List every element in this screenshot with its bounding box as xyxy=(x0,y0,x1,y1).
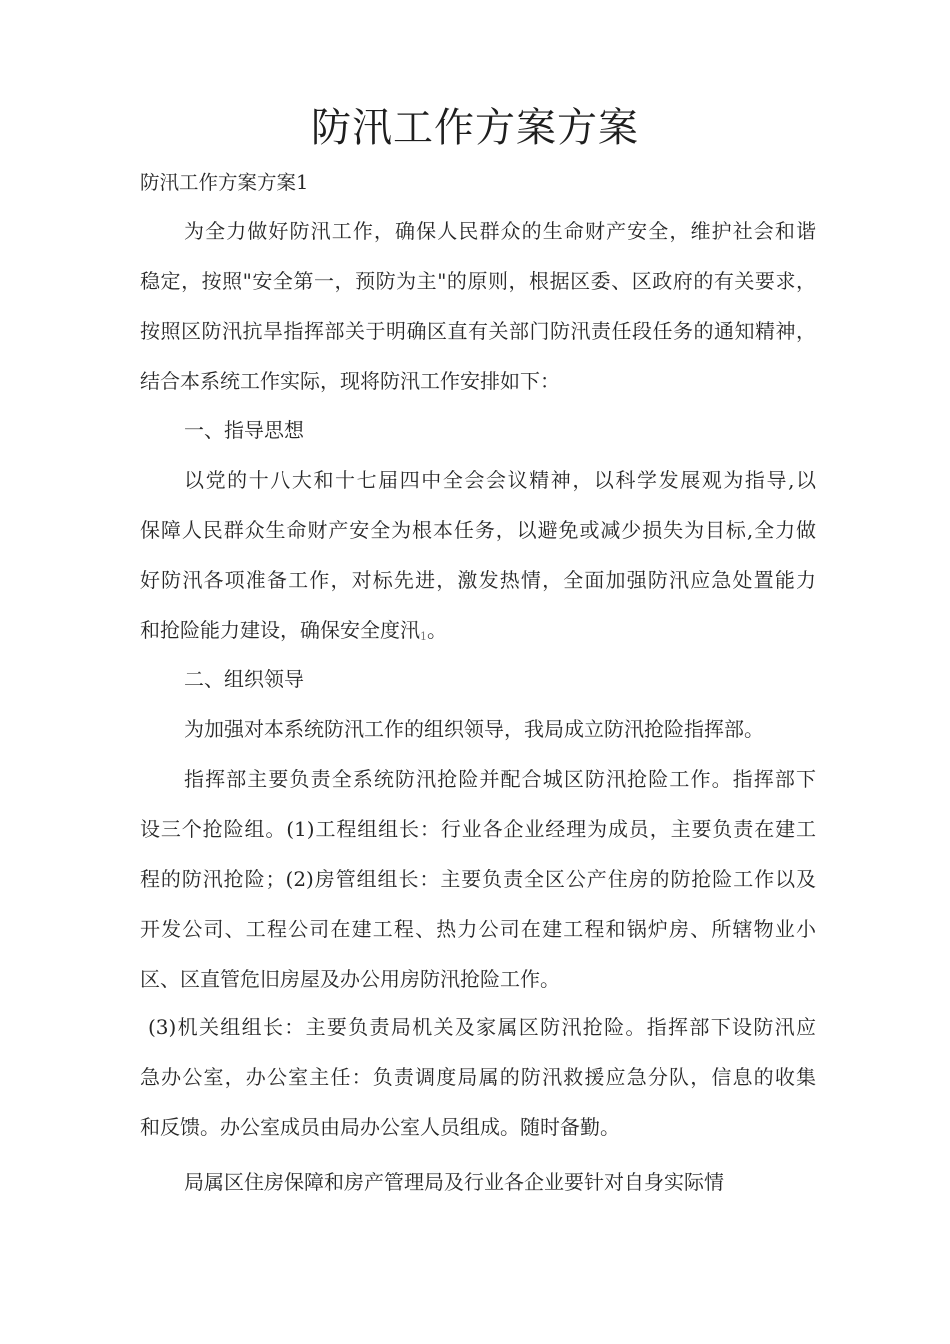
paragraph-line: 好防汛各项准备工作，对标先进，激发热情，全面加强防汛应急处置能力 xyxy=(140,568,816,592)
paragraph-line: 指挥部主要负责全系统防汛抢险并配合城区防汛抢险工作。指挥部下 xyxy=(184,767,816,791)
paragraph-line: 保障人民群众生命财产安全为根本任务，以避免或减少损失为目标,全力做 xyxy=(140,518,816,542)
paragraph-line-last xyxy=(140,605,816,655)
paragraph-line: 为全力做好防汛工作，确保人民群众的生命财产安全，维护社会和谐 xyxy=(184,219,816,243)
paragraph-line: 设三个抢险组。(1)工程组组长：行业各企业经理为成员，主要负责在建工 xyxy=(140,817,816,841)
footnote-mark: 1 xyxy=(420,630,427,643)
paragraph-organization-intro xyxy=(140,704,816,754)
paragraph-end-punctuation: 。 xyxy=(427,618,447,642)
paragraph-intro xyxy=(140,206,816,406)
paragraph-line: 结合本系统工作实际，现将防汛工作安排如下： xyxy=(140,369,560,393)
paragraph-line: 为加强对本系统防汛工作的组织领导，我局成立防汛抢险指挥部。 xyxy=(184,717,764,741)
section-heading-guiding-ideology xyxy=(140,405,816,455)
section-heading-organization xyxy=(140,654,816,704)
paragraph-line: 按照区防汛抗旱指挥部关于明确区直有关部门防汛责任段任务的通知精神， xyxy=(140,319,816,343)
paragraph-line: 开发公司、工程公司在建工程、热力公司在建工程和锅炉房、所辖物业小 xyxy=(140,917,816,941)
paragraph-line: 程的防汛抢险；(2)房管组组长：主要负责全区公产住房的防抢险工作以及 xyxy=(140,867,816,891)
section-heading-text: 一、指导思想 xyxy=(184,418,304,442)
paragraph-office-group xyxy=(140,1002,816,1152)
document-subtitle: 防汛工作方案方案1 xyxy=(140,171,309,194)
paragraph-guiding-ideology xyxy=(140,455,816,655)
paragraph-line: 以党的十八大和十七届四中全会会议精神，以科学发展观为指导,以 xyxy=(184,468,816,492)
section-heading-text: 二、组织领导 xyxy=(184,667,304,691)
paragraph-line: 急办公室，办公室主任：负责调度局属的防汛救援应急分队，信息的收集 xyxy=(140,1065,816,1089)
paragraph-line: 区、区直管危旧房屋及办公用房防汛抢险工作。 xyxy=(140,967,560,991)
paragraph-line: 局属区住房保障和房产管理局及行业各企业要针对自身实际情 xyxy=(184,1170,724,1194)
paragraph-line: (3)机关组组长：主要负责局机关及家属区防汛抢险。指挥部下设防汛应 xyxy=(148,1015,816,1039)
document-title: 防汛工作方案方案 xyxy=(311,105,639,151)
paragraph-bureau-requirements xyxy=(140,1157,816,1207)
paragraph-line: 稳定，按照"安全第一，预防为主"的原则，根据区委、区政府的有关要求， xyxy=(140,269,816,293)
paragraph-command-groups xyxy=(140,754,816,1004)
paragraph-line: 和反馈。办公室成员由局办公室人员组成。随时备勤。 xyxy=(140,1115,620,1139)
paragraph-text: 和抢险能力建设，确保安全度汛 xyxy=(140,618,420,642)
